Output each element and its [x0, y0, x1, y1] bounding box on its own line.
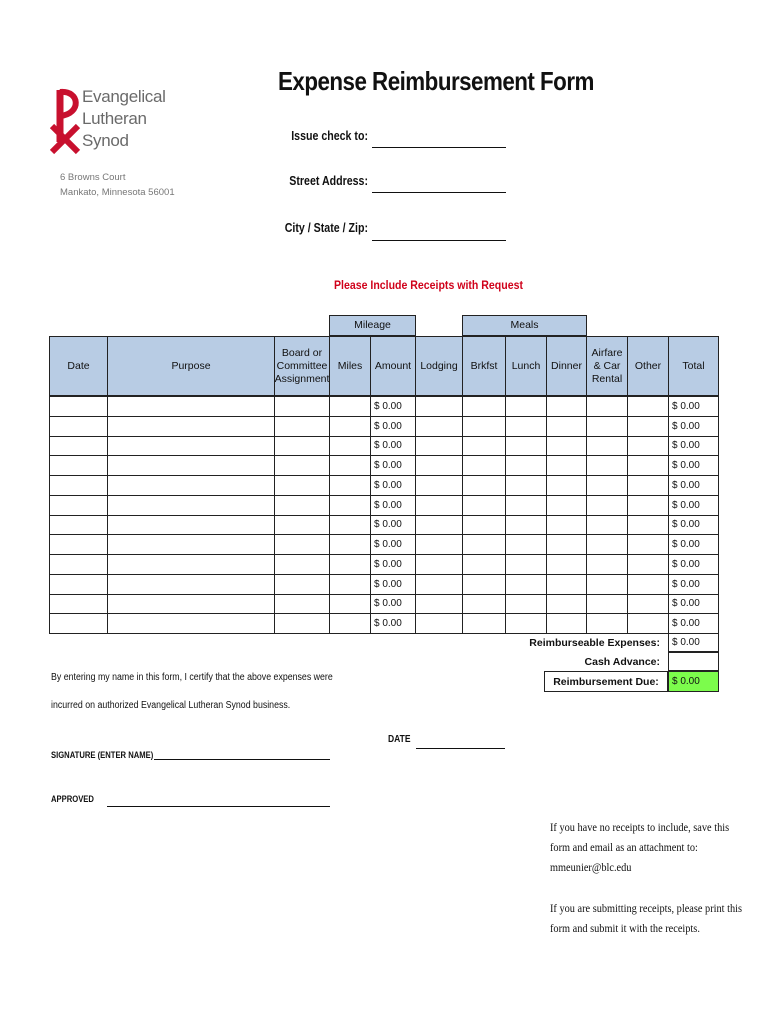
signature-input[interactable]	[154, 759, 330, 760]
org-name	[82, 86, 166, 152]
certification-line: incurred on authorized Evangelical Lutheran Synod business.	[51, 700, 291, 711]
cell-date[interactable]	[49, 455, 108, 476]
cell-amount: $ 0.00	[370, 515, 416, 536]
no-receipts-note: If you have no receipts to include, save this form and email as an attachment to: mmeunier@blc.edu	[550, 820, 730, 874]
cell-board[interactable]	[274, 515, 330, 536]
cell-purpose[interactable]	[107, 515, 275, 536]
cell-total: $ 0.00	[668, 495, 719, 516]
cell-miles[interactable]	[329, 396, 371, 417]
cell-miles[interactable]	[329, 534, 371, 555]
cell-other[interactable]	[627, 613, 669, 634]
approved-input[interactable]	[107, 806, 330, 807]
cell-board[interactable]	[274, 554, 330, 575]
cell-amount: $ 0.00	[370, 436, 416, 457]
cell-purpose[interactable]	[107, 396, 275, 417]
cell-purpose[interactable]	[107, 436, 275, 457]
cell-lodging[interactable]	[415, 515, 463, 536]
reimbursement-due-label: Reimbursement Due:	[544, 671, 668, 692]
cell-miles[interactable]	[329, 495, 371, 516]
cell-dinner[interactable]	[546, 436, 587, 457]
cell-other[interactable]	[627, 534, 669, 555]
cell-lodging[interactable]	[415, 475, 463, 496]
cell-amount: $ 0.00	[370, 554, 416, 575]
cell-airfare[interactable]	[586, 554, 628, 575]
meals-group-header: Meals	[462, 315, 587, 336]
cell-lunch[interactable]	[505, 574, 547, 595]
cell-board[interactable]	[274, 594, 330, 615]
cell-lodging[interactable]	[415, 436, 463, 457]
col-header-date: Date	[49, 336, 108, 396]
cell-airfare[interactable]	[586, 534, 628, 555]
cell-miles[interactable]	[329, 416, 371, 437]
cell-dinner[interactable]	[546, 455, 587, 476]
cell-dinner[interactable]	[546, 613, 587, 634]
cell-purpose[interactable]	[107, 416, 275, 437]
org-address-line: Mankato, Minnesota 56001	[60, 187, 175, 198]
cell-amount: $ 0.00	[370, 396, 416, 417]
cell-other[interactable]	[627, 455, 669, 476]
with-receipts-note: If you are submitting receipts, please print this form and submit it with the receipts.	[550, 901, 743, 935]
cell-airfare[interactable]	[586, 495, 628, 516]
col-header-other: Other	[627, 336, 669, 396]
cell-miles[interactable]	[329, 515, 371, 536]
cell-total: $ 0.00	[668, 554, 719, 575]
cell-amount: $ 0.00	[370, 534, 416, 555]
cell-miles[interactable]	[329, 574, 371, 595]
cell-airfare[interactable]	[586, 436, 628, 457]
cell-total: $ 0.00	[668, 436, 719, 457]
cell-date[interactable]	[49, 436, 108, 457]
street-address-label: Street Address:	[289, 174, 368, 188]
cell-other[interactable]	[627, 396, 669, 417]
cell-airfare[interactable]	[586, 396, 628, 417]
receipts-notice: Please Include Receipts with Request	[334, 278, 523, 292]
cell-brkfst[interactable]	[462, 574, 506, 595]
org-address-line: 6 Browns Court	[60, 172, 126, 183]
cell-dinner[interactable]	[546, 416, 587, 437]
city-state-zip-input[interactable]	[372, 240, 506, 241]
reimburseable-expenses-value: $ 0.00	[668, 633, 719, 652]
city-state-zip-label: City / State / Zip:	[284, 221, 368, 235]
cell-purpose[interactable]	[107, 534, 275, 555]
cell-lunch[interactable]	[505, 455, 547, 476]
cell-brkfst[interactable]	[462, 515, 506, 536]
cell-lodging[interactable]	[415, 594, 463, 615]
form-title: Expense Reimbursement Form	[278, 66, 594, 96]
cell-purpose[interactable]	[107, 455, 275, 476]
cell-miles[interactable]	[329, 475, 371, 496]
cell-board[interactable]	[274, 613, 330, 634]
org-name-line: Evangelical	[82, 87, 166, 106]
cell-board[interactable]	[274, 574, 330, 595]
cell-date[interactable]	[49, 495, 108, 516]
cell-lodging[interactable]	[415, 495, 463, 516]
cell-lodging[interactable]	[415, 574, 463, 595]
cell-total: $ 0.00	[668, 534, 719, 555]
cell-lodging[interactable]	[415, 534, 463, 555]
cell-miles[interactable]	[329, 613, 371, 634]
cell-lodging[interactable]	[415, 416, 463, 437]
cell-board[interactable]	[274, 495, 330, 516]
cell-airfare[interactable]	[586, 475, 628, 496]
col-header-dinner: Dinner	[546, 336, 587, 396]
col-header-amount: Amount	[370, 336, 416, 396]
cell-lunch[interactable]	[505, 475, 547, 496]
cell-total: $ 0.00	[668, 613, 719, 634]
cell-other[interactable]	[627, 594, 669, 615]
cell-board[interactable]	[274, 455, 330, 476]
cell-dinner[interactable]	[546, 396, 587, 417]
cell-brkfst[interactable]	[462, 554, 506, 575]
cell-date[interactable]	[49, 416, 108, 437]
cell-date[interactable]	[49, 534, 108, 555]
cell-date[interactable]	[49, 574, 108, 595]
issue-check-to-input[interactable]	[372, 147, 506, 148]
cell-date[interactable]	[49, 554, 108, 575]
cell-total: $ 0.00	[668, 574, 719, 595]
cell-amount: $ 0.00	[370, 416, 416, 437]
cell-lunch[interactable]	[505, 594, 547, 615]
cell-other[interactable]	[627, 574, 669, 595]
cell-airfare[interactable]	[586, 416, 628, 437]
cell-amount: $ 0.00	[370, 455, 416, 476]
cell-amount: $ 0.00	[370, 613, 416, 634]
cell-purpose[interactable]	[107, 594, 275, 615]
col-header-airfare: Airfare & Car Rental	[586, 336, 628, 396]
cell-lunch[interactable]	[505, 436, 547, 457]
cell-dinner[interactable]	[546, 554, 587, 575]
cell-other[interactable]	[627, 554, 669, 575]
cell-brkfst[interactable]	[462, 396, 506, 417]
cell-lunch[interactable]	[505, 534, 547, 555]
cell-dinner[interactable]	[546, 534, 587, 555]
cell-lodging[interactable]	[415, 455, 463, 476]
cell-brkfst[interactable]	[462, 613, 506, 634]
col-header-purpose: Purpose	[107, 336, 275, 396]
date-input[interactable]	[416, 748, 505, 749]
cell-board[interactable]	[274, 534, 330, 555]
cell-dinner[interactable]	[546, 495, 587, 516]
cell-board[interactable]	[274, 396, 330, 417]
cell-board[interactable]	[274, 436, 330, 457]
cell-brkfst[interactable]	[462, 455, 506, 476]
org-name-line: Synod	[82, 131, 129, 150]
cell-lodging[interactable]	[415, 554, 463, 575]
cell-other[interactable]	[627, 416, 669, 437]
cell-airfare[interactable]	[586, 594, 628, 615]
col-header-board: Board or Committee Assignment	[274, 336, 330, 396]
cell-lunch[interactable]	[505, 554, 547, 575]
org-name-line: Lutheran	[82, 109, 147, 128]
date-label: DATE	[388, 734, 411, 745]
cell-other[interactable]	[627, 436, 669, 457]
certification-line: By entering my name in this form, I certify that the above expenses were	[51, 672, 333, 683]
cell-total: $ 0.00	[668, 475, 719, 496]
cell-total: $ 0.00	[668, 396, 719, 417]
cell-lunch[interactable]	[505, 613, 547, 634]
cell-total: $ 0.00	[668, 594, 719, 615]
cell-purpose[interactable]	[107, 495, 275, 516]
cell-date[interactable]	[49, 594, 108, 615]
cell-airfare[interactable]	[586, 515, 628, 536]
cell-brkfst[interactable]	[462, 495, 506, 516]
cell-airfare[interactable]	[586, 455, 628, 476]
cell-lodging[interactable]	[415, 396, 463, 417]
cell-amount: $ 0.00	[370, 574, 416, 595]
cell-other[interactable]	[627, 515, 669, 536]
cell-brkfst[interactable]	[462, 436, 506, 457]
cell-miles[interactable]	[329, 594, 371, 615]
cell-lunch[interactable]	[505, 515, 547, 536]
cell-date[interactable]	[49, 396, 108, 417]
cell-total: $ 0.00	[668, 416, 719, 437]
cell-date[interactable]	[49, 475, 108, 496]
cell-airfare[interactable]	[586, 574, 628, 595]
cell-miles[interactable]	[329, 455, 371, 476]
reimburseable-expenses-label: Reimburseable Expenses:	[529, 636, 660, 649]
cell-amount: $ 0.00	[370, 495, 416, 516]
els-chi-rho-logo-icon	[50, 86, 84, 156]
cell-date[interactable]	[49, 613, 108, 634]
approved-label: APPROVED	[51, 794, 94, 804]
cell-dinner[interactable]	[546, 594, 587, 615]
cell-airfare[interactable]	[586, 613, 628, 634]
cell-dinner[interactable]	[546, 574, 587, 595]
col-header-lodging: Lodging	[415, 336, 463, 396]
cell-lunch[interactable]	[505, 416, 547, 437]
cell-total: $ 0.00	[668, 455, 719, 476]
cell-brkfst[interactable]	[462, 475, 506, 496]
cell-other[interactable]	[627, 475, 669, 496]
signature-label: SIGNATURE (ENTER NAME)	[51, 750, 154, 760]
mileage-group-header: Mileage	[329, 315, 416, 336]
cell-brkfst[interactable]	[462, 594, 506, 615]
cell-amount: $ 0.00	[370, 594, 416, 615]
cell-dinner[interactable]	[546, 515, 587, 536]
cell-purpose[interactable]	[107, 475, 275, 496]
cell-lunch[interactable]	[505, 495, 547, 516]
cell-amount: $ 0.00	[370, 475, 416, 496]
cell-purpose[interactable]	[107, 613, 275, 634]
issue-check-to-label: Issue check to:	[291, 129, 368, 143]
col-header-lunch: Lunch	[505, 336, 547, 396]
col-header-brkfst: Brkfst	[462, 336, 506, 396]
cell-miles[interactable]	[329, 554, 371, 575]
cash-advance-input[interactable]	[668, 652, 719, 671]
col-header-total: Total	[668, 336, 719, 396]
cell-lodging[interactable]	[415, 613, 463, 634]
org-address	[60, 170, 175, 200]
cell-board[interactable]	[274, 475, 330, 496]
cell-purpose[interactable]	[107, 574, 275, 595]
cell-other[interactable]	[627, 495, 669, 516]
cell-miles[interactable]	[329, 436, 371, 457]
cell-brkfst[interactable]	[462, 534, 506, 555]
cell-dinner[interactable]	[546, 475, 587, 496]
cell-board[interactable]	[274, 416, 330, 437]
cell-lunch[interactable]	[505, 396, 547, 417]
cash-advance-label: Cash Advance:	[584, 655, 660, 668]
cell-date[interactable]	[49, 515, 108, 536]
street-address-input[interactable]	[372, 192, 506, 193]
col-header-miles: Miles	[329, 336, 371, 396]
reimbursement-due-value: $ 0.00	[668, 671, 719, 692]
cell-brkfst[interactable]	[462, 416, 506, 437]
cell-purpose[interactable]	[107, 554, 275, 575]
cell-total: $ 0.00	[668, 515, 719, 536]
